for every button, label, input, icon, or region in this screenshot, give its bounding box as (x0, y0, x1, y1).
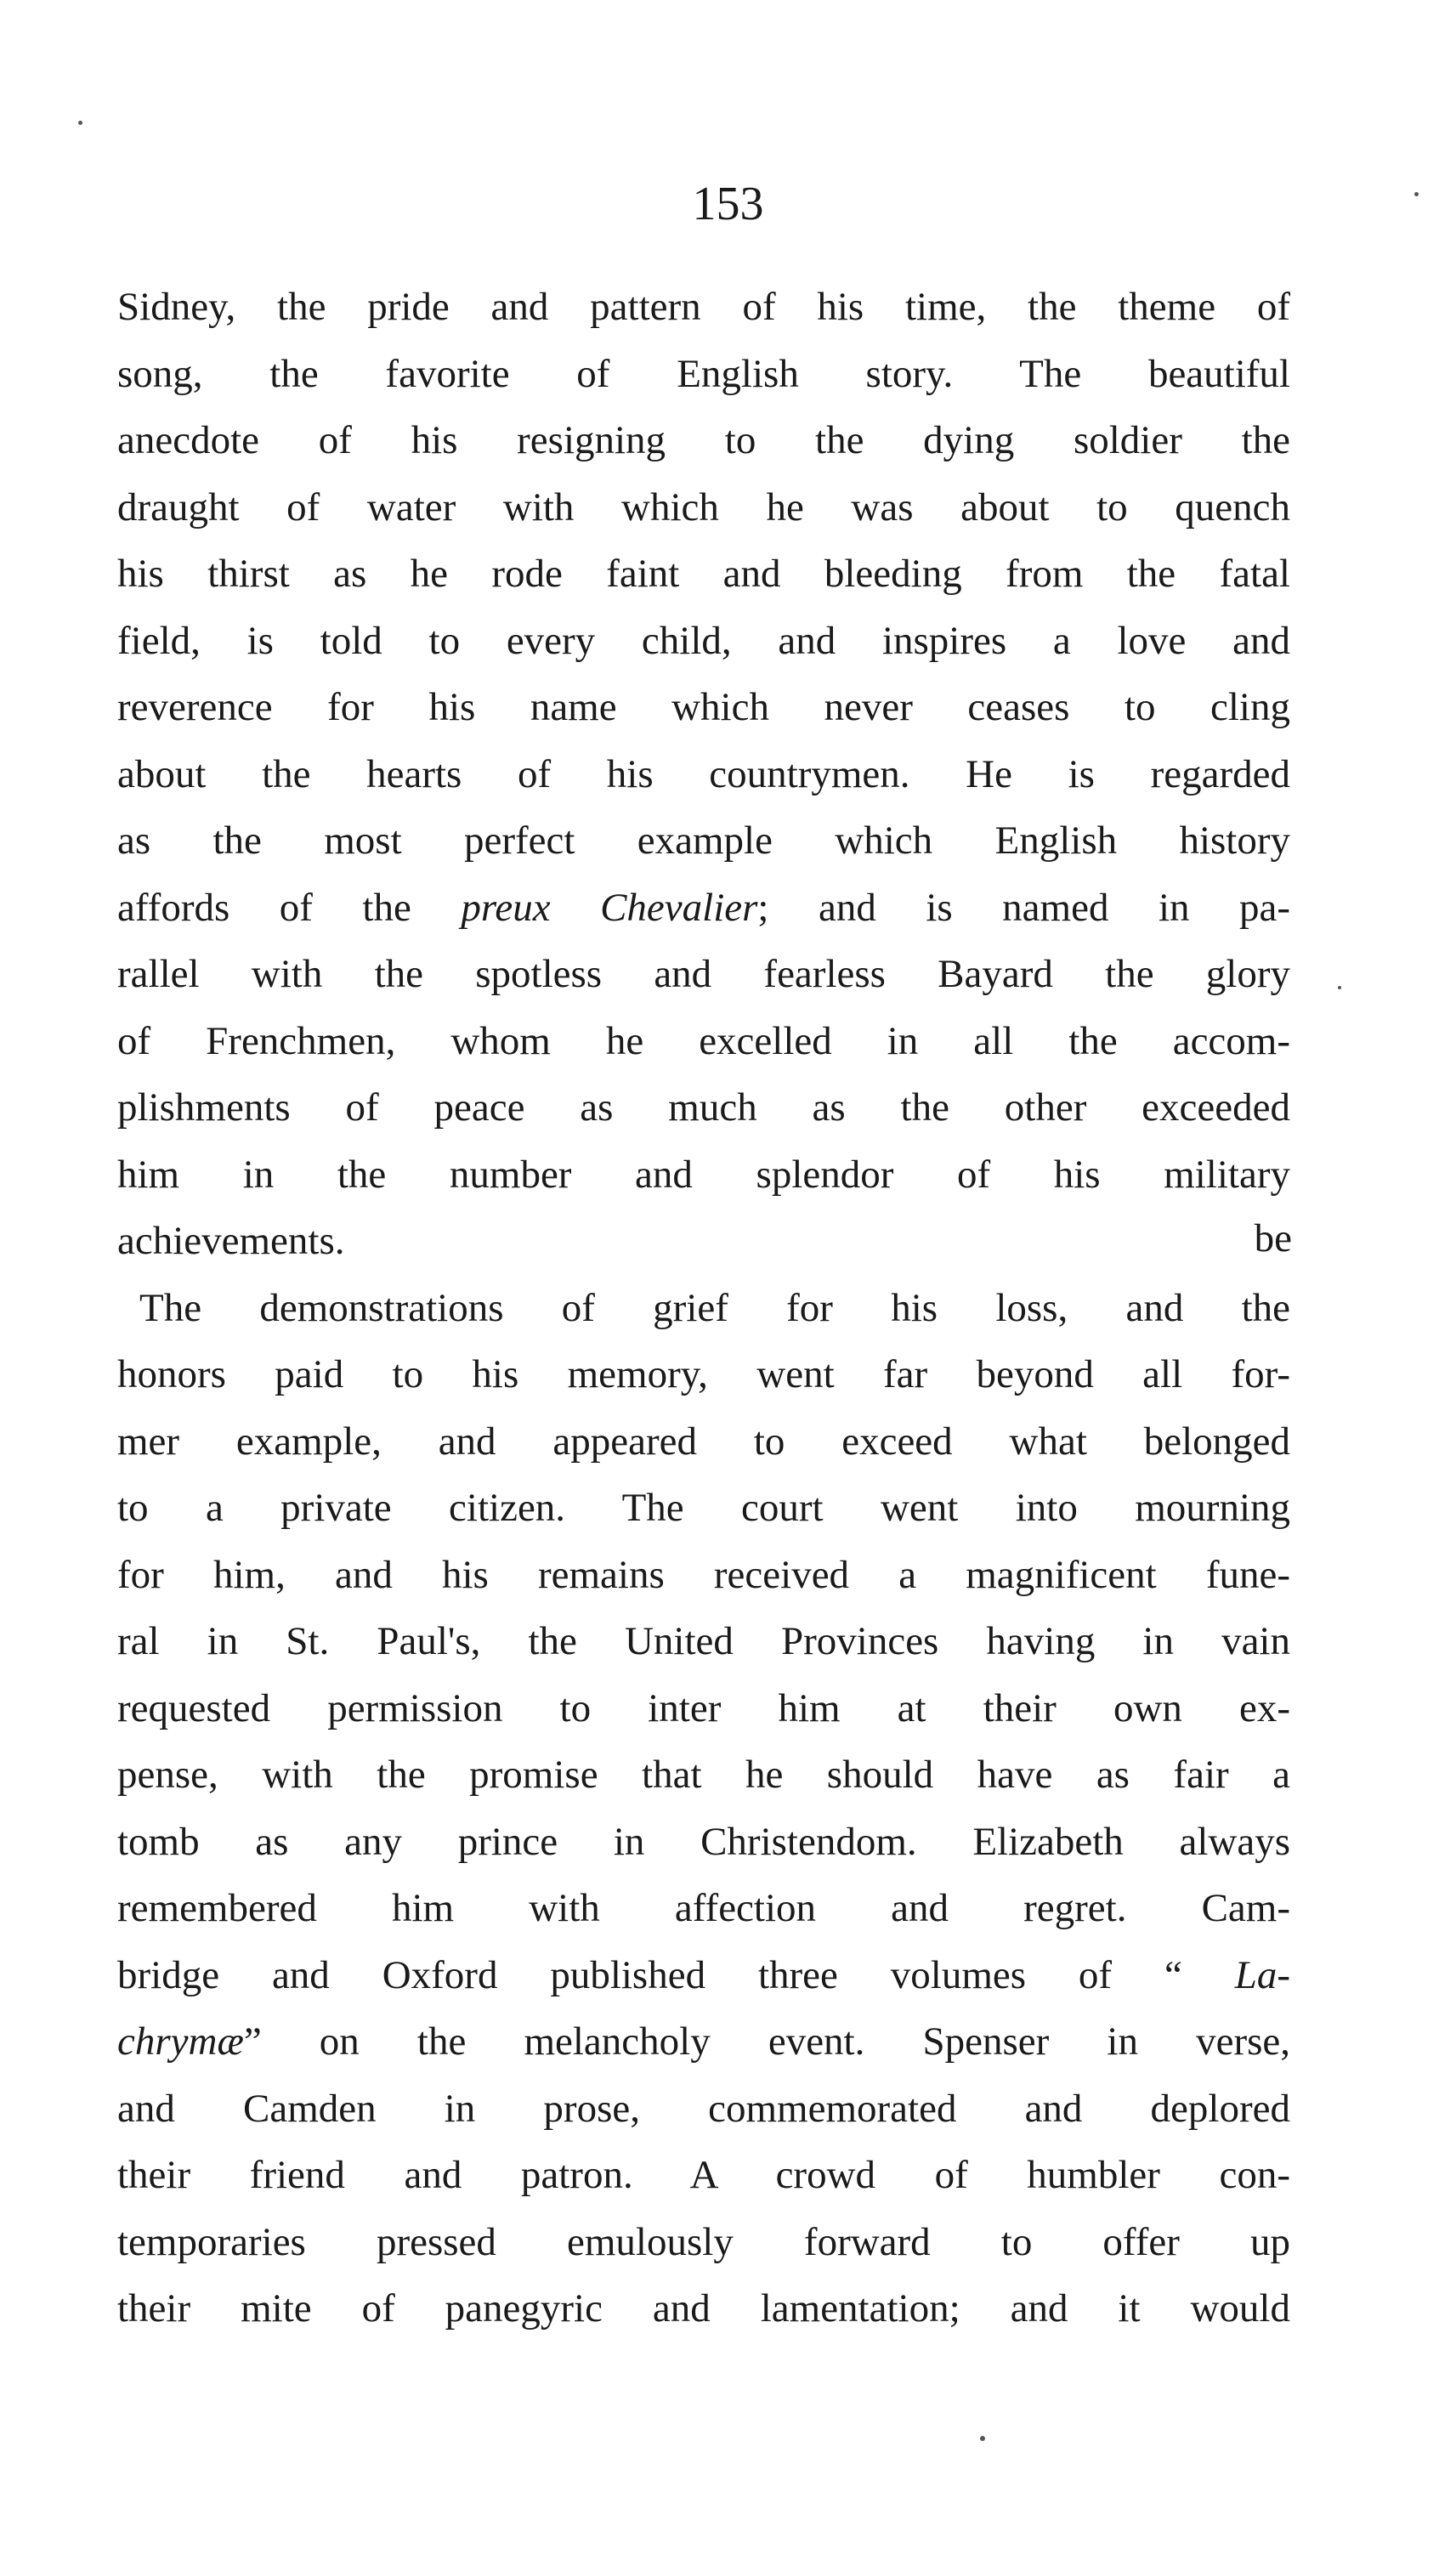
text-line (117, 1809, 1290, 1876)
italic-text: chrymæ (117, 2019, 244, 2064)
text-segment: bridge and Oxford published three volumes of “ (117, 1952, 1235, 1997)
text-line (117, 1341, 1290, 1408)
text-segment: tomb as any prince in Christendom. Elizabeth always (117, 1819, 1290, 1864)
text-line (117, 1675, 1290, 1742)
text-segment: about the hearts of his countrymen. He is regarded (117, 751, 1290, 796)
text-segment: their mite of panegyric and lamentation; and it would (117, 2286, 1290, 2331)
scan-speck (1414, 192, 1419, 196)
text-segment: their friend and patron. A crowd of humbler con- (117, 2153, 1290, 2197)
text-segment: field, is told to every child, and inspires a love and (117, 618, 1290, 663)
text-line (117, 1608, 1290, 1675)
text-segment: him in the number and splendor of his military (117, 1152, 1290, 1197)
text-line (117, 1074, 1290, 1141)
text-line (117, 1942, 1290, 2009)
text-line (117, 2008, 1290, 2076)
text-line (117, 1408, 1290, 1475)
text-line (117, 674, 1290, 741)
text-line (117, 875, 1290, 942)
text-segment: of Frenchmen, whom he excelled in all the accom- (117, 1018, 1290, 1063)
text-segment: mer example, and appeared to exceed what belonged (117, 1419, 1290, 1464)
text-segment: reverence for his name which never ceases to cling (117, 685, 1290, 729)
text-segment: ; and is named in pa- (757, 885, 1290, 930)
text-line (117, 2142, 1290, 2209)
text-segment: pense, with the promise that he should have as fair a (117, 1753, 1290, 1797)
catchword: be (1254, 1216, 1292, 1260)
text-line (117, 1542, 1290, 1609)
text-line (117, 474, 1290, 541)
text-line (117, 2275, 1290, 2342)
text-line (117, 541, 1290, 608)
text-line (117, 807, 1290, 875)
text-line (117, 608, 1290, 675)
text-segment: as the most perfect example which English history (117, 818, 1290, 863)
text-segment: The demonstrations of grief for his loss, and the (139, 1285, 1290, 1330)
scan-speck (980, 2436, 985, 2441)
text-line (117, 1208, 1290, 1275)
text-segment: rallel with the spotless and fearless Bayard the glory (117, 952, 1290, 996)
text-line (117, 341, 1290, 408)
text-segment: song, the favorite of English story. The beautiful (117, 351, 1290, 396)
body-text (117, 274, 1290, 2342)
text-segment: ral in St. Paul's, the United Provinces having in vain (117, 1619, 1290, 1663)
text-line (117, 407, 1290, 474)
text-line (117, 274, 1290, 341)
text-segment: anecdote of his resigning to the dying soldier the (117, 418, 1290, 462)
text-segment: for him, and his remains received a magnificent fune- (117, 1552, 1290, 1597)
text-segment: and Camden in prose, commemorated and deplored (117, 2086, 1290, 2131)
text-line (117, 1475, 1290, 1542)
italic-text: La- (1234, 1952, 1290, 1997)
text-line (117, 2076, 1290, 2143)
text-segment: temporaries pressed emulously forward to offer up (117, 2219, 1290, 2264)
scan-speck (1338, 986, 1341, 989)
text-line (117, 1275, 1290, 1342)
text-segment: Sidney, the pride and pattern of his time, the theme of (117, 285, 1290, 329)
scan-speck (78, 121, 82, 125)
text-line (117, 2209, 1290, 2276)
text-segment: to a private citizen. The court went into mourning (117, 1486, 1290, 1530)
text-segment: remembered him with affection and regret. Cam- (117, 1886, 1290, 1930)
text-segment: honors paid to his memory, went far beyond all for- (117, 1352, 1290, 1396)
text-segment: draught of water with which he was about to quench (117, 484, 1290, 530)
text-segment: affords of the (117, 885, 462, 930)
text-line (117, 941, 1290, 1008)
text-line (117, 1742, 1290, 1809)
text-segment: achievements. (117, 1219, 345, 1263)
page-number: 153 (692, 178, 764, 230)
text-segment: requested permission to inter him at their own ex- (117, 1685, 1290, 1730)
italic-text: preux Chevalier (461, 885, 758, 930)
text-line (117, 741, 1290, 808)
text-line (117, 1008, 1290, 1075)
text-segment: plishments of peace as much as the other exceeded (117, 1085, 1290, 1130)
text-segment: ” on the melancholy event. Spenser in verse, (243, 2019, 1290, 2064)
text-line (117, 1141, 1290, 1209)
text-segment: his thirst as he rode faint and bleeding from the fatal (117, 552, 1290, 596)
text-line (117, 1875, 1290, 1942)
